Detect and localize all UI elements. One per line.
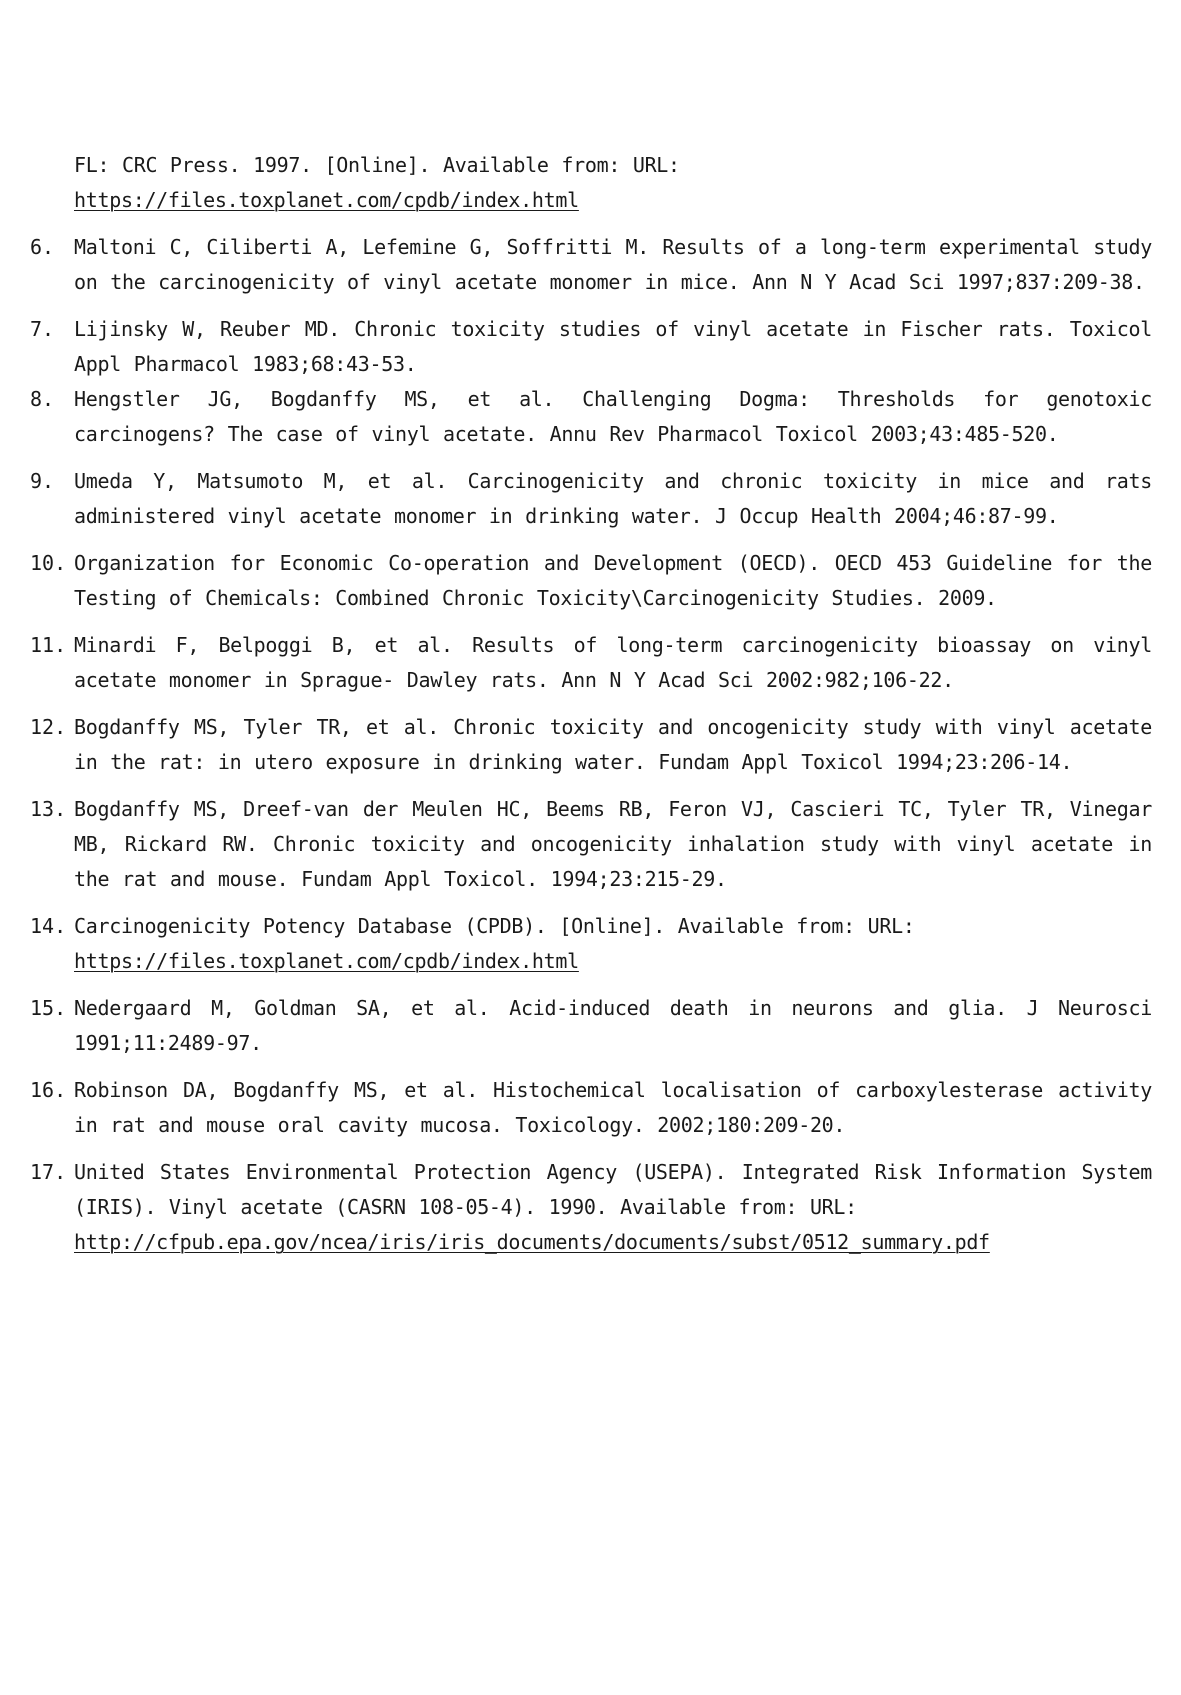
reference-number: 8. xyxy=(30,387,55,411)
reference-number: 6. xyxy=(30,235,55,259)
reference-link[interactable]: http://cfpub.epa.gov/ncea/iris/iris_documents/documents/subst/0512_summary.pdf xyxy=(74,1230,990,1254)
reference-body xyxy=(74,1155,1152,1260)
reference-number: 13. xyxy=(30,797,67,821)
reference-item xyxy=(30,1155,1152,1260)
reference-text: Bogdanffy MS, Dreef-van der Meulen HC, Beems RB, Feron VJ, Cascieri TC, Tyler TR, Vinegar MB, Rickard RW. Chronic toxicity and oncogenicity inhalation study with vinyl acetate in the rat and mouse. Fundam Appl Toxicol. 1994;23:215-29. xyxy=(74,797,1152,891)
reference-text: Lijinsky W, Reuber MD. Chronic toxicity studies of vinyl acetate in Fischer rats. Toxicol Appl Pharmacol 1983;68:43-53. xyxy=(74,317,1152,376)
reference-number: 14. xyxy=(30,914,67,938)
reference-number: 16. xyxy=(30,1078,67,1102)
reference-number: 15. xyxy=(30,996,67,1020)
reference-text: Carcinogenicity Potency Database (CPDB). [Online]. Available from: URL: xyxy=(74,914,915,938)
reference-text: FL: CRC Press. 1997. [Online]. Available from: URL: xyxy=(74,153,680,177)
reference-number: 11. xyxy=(30,633,67,657)
reference-item xyxy=(30,148,1152,218)
reference-body xyxy=(74,148,1152,218)
reference-number: 12. xyxy=(30,715,67,739)
reference-item xyxy=(30,382,1152,452)
reference-text: United States Environmental Protection Agency (USEPA). Integrated Risk Information System (IRIS). Vinyl acetate (CASRN 108-05-4). 1990. Available from: URL: xyxy=(74,1160,1152,1219)
reference-text: Minardi F, Belpoggi B, et al. Results of long-term carcinogenicity bioassay on vinyl acetate monomer in Sprague- Dawley rats. Ann N Y Acad Sci 2002:982;106-22. xyxy=(74,633,1152,692)
reference-item xyxy=(30,464,1152,534)
reference-item xyxy=(30,1073,1152,1143)
reference-text: Hengstler JG, Bogdanffy MS, et al. Challenging Dogma: Thresholds for genotoxic carcinogens? The case of vinyl acetate. Annu Rev Pharmacol Toxicol 2003;43:485-520. xyxy=(74,387,1152,446)
reference-number: 17. xyxy=(30,1160,67,1184)
reference-body xyxy=(74,909,1152,979)
reference-text: Maltoni C, Ciliberti A, Lefemine G, Soffritti M. Results of a long-term experimental study on the carcinogenicity of vinyl acetate monomer in mice. Ann N Y Acad Sci 1997;837:209-38. xyxy=(74,235,1152,294)
reference-link[interactable]: https://files.toxplanet.com/cpdb/index.html xyxy=(74,949,579,973)
reference-text: Nedergaard M, Goldman SA, et al. Acid-induced death in neurons and glia. J Neurosci 1991;11:2489-97. xyxy=(74,996,1152,1055)
reference-item xyxy=(30,628,1152,698)
reference-item xyxy=(30,792,1152,897)
reference-item xyxy=(30,710,1152,780)
reference-text: Bogdanffy MS, Tyler TR, et al. Chronic toxicity and oncogenicity study with vinyl acetate in the rat: in utero exposure in drinking water. Fundam Appl Toxicol 1994;23:206-14. xyxy=(74,715,1152,774)
reference-number: 10. xyxy=(30,551,67,575)
reference-list xyxy=(30,148,1152,1272)
reference-number: 9. xyxy=(30,469,55,493)
reference-text: Organization for Economic Co-operation and Development (OECD). OECD 453 Guideline for the Testing of Chemicals: Combined Chronic Toxicity\Carcinogenicity Studies. 2009. xyxy=(74,551,1152,610)
reference-link[interactable]: https://files.toxplanet.com/cpdb/index.html xyxy=(74,188,579,212)
reference-text: Robinson DA, Bogdanffy MS, et al. Histochemical localisation of carboxylesterase activity in rat and mouse oral cavity mucosa. Toxicology. 2002;180:209-20. xyxy=(74,1078,1152,1137)
reference-item xyxy=(30,991,1152,1061)
reference-item xyxy=(30,546,1152,616)
reference-text: Umeda Y, Matsumoto M, et al. Carcinogenicity and chronic toxicity in mice and rats administered vinyl acetate monomer in drinking water. J Occup Health 2004;46:87-99. xyxy=(74,469,1152,528)
reference-item xyxy=(30,909,1152,979)
reference-item xyxy=(30,312,1152,382)
reference-item xyxy=(30,230,1152,300)
reference-number: 7. xyxy=(30,317,55,341)
